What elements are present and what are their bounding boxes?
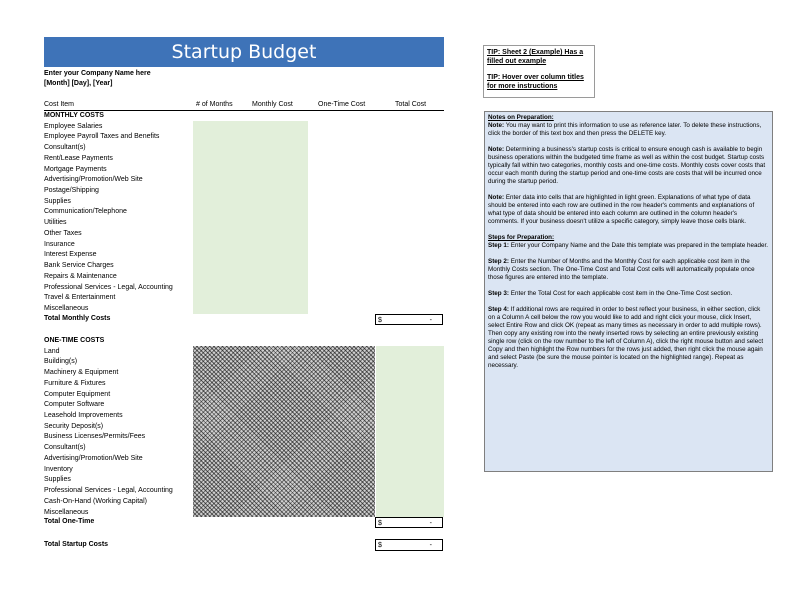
- total-one-time-cell[interactable]: [375, 517, 443, 528]
- notes-heading: Notes on Preparation:: [488, 114, 554, 121]
- page-title: Startup Budget: [44, 37, 444, 67]
- total-monthly-label: Total Monthly Costs: [44, 315, 111, 322]
- monthly-item[interactable]: Insurance: [44, 240, 75, 248]
- monthly-item[interactable]: Miscellaneous: [44, 304, 89, 312]
- total-startup-label: Total Startup Costs: [44, 541, 109, 548]
- currency-symbol: $: [378, 520, 382, 527]
- one-time-item[interactable]: Computer Equipment: [44, 390, 111, 398]
- one-time-item[interactable]: Inventory: [44, 465, 73, 473]
- currency-symbol: $: [378, 542, 382, 549]
- monthly-item[interactable]: Utilities: [44, 219, 67, 227]
- monthly-item[interactable]: Employee Salaries: [44, 122, 103, 130]
- note-paragraph: Note: Determining a business's startup costs is critical to ensure enough cash is available to begin business operations within the budgeted time frame as well as within the cost budget. Startup costs typically fall within two categories, monthly costs and one-time costs. Monthly costs cover costs that occur each month during the startup period and one-time costs are costs that will be incurred once during the startup period.: [488, 146, 766, 185]
- one-time-item[interactable]: Advertising/Promotion/Web Site: [44, 454, 143, 462]
- total-monthly-value: -: [429, 317, 432, 324]
- monthly-costs-section: [44, 111, 173, 315]
- header-cost-item[interactable]: Cost Item: [44, 101, 74, 108]
- header-months[interactable]: # of Months: [196, 101, 233, 108]
- header-one-time-cost[interactable]: One-Time Cost: [318, 101, 366, 108]
- monthly-input-area[interactable]: [193, 121, 308, 314]
- total-monthly-cell[interactable]: [375, 314, 443, 325]
- tip-example-sheet[interactable]: TIP: Sheet 2 (Example) Has a filled out example: [487, 49, 584, 65]
- monthly-item[interactable]: Rent/Lease Payments: [44, 154, 113, 162]
- monthly-item[interactable]: Travel & Entertainment: [44, 294, 116, 302]
- one-time-item[interactable]: Consultant(s): [44, 444, 86, 452]
- one-time-item[interactable]: Computer Software: [44, 401, 105, 409]
- one-time-item[interactable]: Supplies: [44, 476, 71, 484]
- company-header[interactable]: [44, 69, 151, 89]
- one-time-item[interactable]: Machinery & Equipment: [44, 369, 119, 377]
- total-one-time-label: Total One-Time: [44, 518, 95, 525]
- monthly-item[interactable]: Advertising/Promotion/Web Site: [44, 176, 143, 184]
- steps-heading: Steps for Preparation:: [488, 234, 555, 241]
- company-name[interactable]: Enter your Company Name here: [44, 70, 151, 77]
- header-total-cost[interactable]: Total Cost: [395, 101, 427, 108]
- monthly-costs-heading: MONTHLY COSTS: [44, 112, 104, 119]
- header-monthly-cost[interactable]: Monthly Cost: [252, 101, 293, 108]
- monthly-item[interactable]: Interest Expense: [44, 251, 97, 259]
- tip-hover-titles[interactable]: TIP: Hover over column titles for more instructions: [487, 74, 584, 90]
- notes-textbox[interactable]: [484, 111, 773, 472]
- note-paragraph: Note: You may want to print this information to use as reference later. To delete these instructions, click the border of this text box and then press the DELETE key.: [488, 122, 762, 137]
- step-paragraph: Step 1: Enter your Company Name and the Date this template was prepared in the template header.: [488, 242, 769, 249]
- one-time-item[interactable]: Leasehold Improvements: [44, 412, 123, 420]
- one-time-item[interactable]: Furniture & Fixtures: [44, 379, 106, 387]
- one-time-item[interactable]: Cash-On-Hand (Working Capital): [44, 497, 147, 505]
- step-paragraph: Step 3: Enter the Total Cost for each applicable cost item in the One-Time Cost section.: [488, 290, 733, 297]
- step-paragraph: Step 4: If additional rows are required in order to best reflect your business, in either section, click on a Column A cell below the row you would like to add and right click your mouse, click Insert, select Entire Row and click OK (repeat as many times as necessary in order to add multiple rows). Then copy any existing row into the newly inserted rows by selecting an entire previously existing single row (click on the row number to the left of Column A), click the right mouse button and select Copy and then highlight the Row numbers for the rows just added, then right click the mouse again and select Paste (be sure the mouse pointer is located on the highlighted range). Repeat as necessary.: [488, 306, 764, 369]
- monthly-item[interactable]: Communication/Telephone: [44, 208, 127, 216]
- one-time-input-area[interactable]: [376, 346, 444, 517]
- one-time-item[interactable]: Professional Services - Legal, Accounting: [44, 487, 173, 495]
- total-one-time-value: -: [429, 520, 432, 527]
- one-time-costs-section: [44, 336, 173, 518]
- note-paragraph: Note: Enter data into cells that are highlighted in light green. Explanations of what type of data should be entered into each row are outlined in the row header's comments and explanations of what type of data should be entered into each column are outlined in the column header's comments. If your business doesn't utilize a specific category, simply leave those cells blank.: [488, 194, 755, 225]
- monthly-item[interactable]: Repairs & Maintenance: [44, 272, 117, 280]
- monthly-item[interactable]: Supplies: [44, 197, 71, 205]
- report-date[interactable]: [Month] [Day], [Year]: [44, 80, 113, 87]
- monthly-item[interactable]: Consultant(s): [44, 144, 86, 152]
- monthly-item[interactable]: Other Taxes: [44, 229, 82, 237]
- one-time-item[interactable]: Business Licenses/Permits/Fees: [44, 433, 146, 441]
- one-time-item[interactable]: Miscellaneous: [44, 508, 89, 516]
- monthly-item[interactable]: Postage/Shipping: [44, 187, 99, 195]
- one-time-locked-area: [193, 346, 375, 517]
- monthly-item[interactable]: Bank Service Charges: [44, 262, 114, 270]
- monthly-item[interactable]: Employee Payroll Taxes and Benefits: [44, 133, 160, 141]
- one-time-item[interactable]: Building(s): [44, 358, 78, 366]
- currency-symbol: $: [378, 317, 382, 324]
- one-time-item[interactable]: Land: [44, 347, 60, 355]
- total-startup-value: -: [429, 542, 432, 549]
- one-time-costs-heading: ONE-TIME COSTS: [44, 337, 105, 344]
- step-paragraph: Step 2: Enter the Number of Months and the Monthly Cost for each applicable cost item in the Monthly Costs section. The One-Time Cost and Total Cost cells will automatically populate once those figures are entered into the template.: [488, 258, 755, 281]
- monthly-item[interactable]: Professional Services - Legal, Accounting: [44, 283, 173, 291]
- monthly-item[interactable]: Mortgage Payments: [44, 165, 107, 173]
- total-startup-cell[interactable]: [375, 539, 443, 551]
- tips-box[interactable]: [483, 45, 595, 98]
- one-time-item[interactable]: Security Deposit(s): [44, 422, 104, 430]
